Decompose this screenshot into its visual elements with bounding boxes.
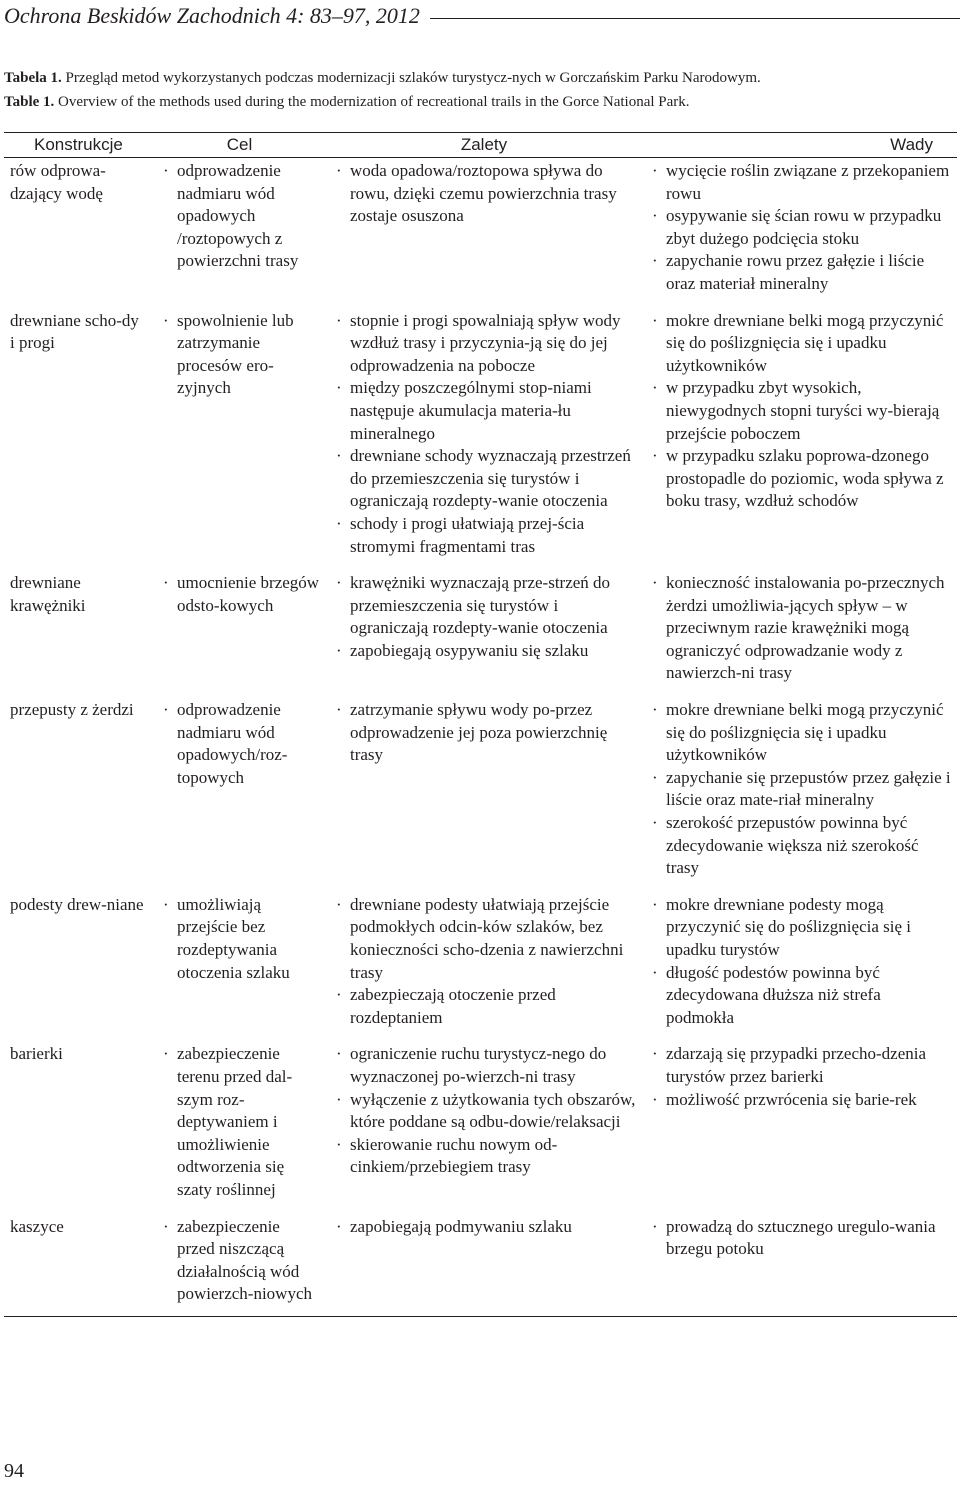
purpose-list	[159, 1043, 320, 1201]
purpose-item: · odprowadzenie nadmiaru wód opadowych /roztopowych z powierzchni trasy	[159, 160, 320, 273]
disadvantage-list	[648, 572, 951, 685]
table-captions	[4, 66, 954, 114]
disadvantage-list	[648, 160, 951, 296]
advantage-item: · woda opadowa/roztopowa spływa do rowu, dzięki czemu powierzchnia trasy zostaje osuszona	[332, 160, 636, 228]
running-head	[4, 0, 960, 30]
table-row	[4, 1041, 957, 1213]
table-row	[4, 892, 957, 1042]
advantage-item: · zapobiegają osypywaniu się szlaku	[332, 640, 636, 663]
disadvantage-item: · zdarzają się przypadki przecho-dzenia turystów przez barierki	[648, 1043, 951, 1088]
disadvantage-item: · konieczność instalowania po-przecznych żerdzi umożliwia-jących spływ – w przeciwnym razie krawężniki mogą ograniczyć odprowadzanie wody z nawierzch-ni trasy	[648, 572, 951, 685]
purpose-list	[159, 310, 320, 400]
advantages-cell	[326, 697, 642, 892]
disadvantage-item: · mokre drewniane belki mogą przyczynić się do poślizgnięcia się i upadku użytkowników	[648, 310, 951, 378]
purpose-cell	[153, 308, 326, 571]
construction-cell: przepusty z żerdzi	[10, 700, 134, 720]
purpose-list	[159, 160, 320, 273]
disadvantage-list	[648, 310, 951, 513]
construction-cell: barierki	[10, 1044, 63, 1064]
advantage-item: · schody i progi ułatwiają przej-ścia stromymi fragmentami tras	[332, 513, 636, 558]
advantage-item: · zapobiegają podmywaniu szlaku	[332, 1216, 636, 1239]
purpose-cell	[153, 1214, 326, 1317]
disadvantages-cell	[642, 158, 957, 308]
purpose-list	[159, 699, 320, 789]
disadvantage-item: · osypywanie się ścian rowu w przypadku zbyt dużego podcięcia stoku	[648, 205, 951, 250]
disadvantage-item: · wycięcie roślin związane z przekopaniem rowu	[648, 160, 951, 205]
journal-citation: Ochrona Beskidów Zachodnich 4: 83–97, 2012	[4, 3, 420, 28]
construction-cell: rów odprowa-dzający wodę	[10, 161, 106, 203]
advantage-item: · zatrzymanie spływu wody po-przez odprowadzenie jej poza powierzchnię trasy	[332, 699, 636, 767]
disadvantages-cell	[642, 1214, 957, 1317]
advantages-cell	[326, 158, 642, 308]
construction-cell: drewniane krawężniki	[10, 573, 86, 615]
disadvantage-item: · mokre drewniane belki mogą przyczynić się do poślizgnięcia się i upadku użytkowników	[648, 699, 951, 767]
purpose-list	[159, 1216, 320, 1306]
caption-polish-label: Tabela 1.	[4, 70, 62, 86]
advantage-list	[332, 699, 636, 767]
purpose-item: · spowolnienie lub zatrzymanie procesów ero-zyjnych	[159, 310, 320, 400]
table-row	[4, 1214, 957, 1317]
caption-polish-text: Przegląd metod wykorzystanych podczas modernizacji szlaków turystycz-nych w Gorczańskim Parku Narodowym.	[61, 70, 761, 86]
table-row	[4, 570, 957, 697]
advantage-list	[332, 572, 636, 662]
advantages-cell	[326, 1041, 642, 1213]
disadvantage-item: · mokre drewniane podesty mogą przyczynić się do poślizgnięcia się i upadku turystów	[648, 894, 951, 962]
disadvantage-list	[648, 1043, 951, 1111]
caption-english	[4, 90, 954, 114]
disadvantage-item: · w przypadku zbyt wysokich, niewygodnych stopni turyści wy-bierają przejście poboczem	[648, 377, 951, 445]
table-row	[4, 308, 957, 571]
page-number: 94	[4, 1460, 24, 1482]
advantage-item: · między poszczególnymi stop-niami następuje akumulacja materia-łu mineralnego	[332, 377, 636, 445]
construction-cell: kaszyce	[4, 1214, 153, 1317]
advantages-cell	[326, 570, 642, 697]
table-row	[4, 697, 957, 892]
advantage-item: · ograniczenie ruchu turystycz-nego do wyznaczonej po-wierzch-ni trasy	[332, 1043, 636, 1088]
advantage-list	[332, 894, 636, 1030]
purpose-item: · zabezpieczenie terenu przed dal-szym roz-deptywaniem i umożliwienie odtworzenia się szaty roślinnej	[159, 1043, 320, 1201]
header-konstrukcje: Konstrukcje	[4, 133, 153, 158]
advantage-item: · drewniane podesty ułatwiają przejście podmokłych odcin-ków szlaków, bez konieczności scho-dzenia z nawierzchni trasy	[332, 894, 636, 984]
advantages-cell	[326, 892, 642, 1042]
header-wady: Wady	[642, 133, 957, 158]
advantage-item: · stopnie i progi spowalniają spływ wody wzdłuż trasy i przyczynia-ją się do jej odprowadzenia na pobocze	[332, 310, 636, 378]
advantage-list	[332, 160, 636, 228]
methods-table	[4, 132, 957, 1317]
caption-polish	[4, 66, 954, 90]
disadvantage-list	[648, 699, 951, 880]
advantage-list	[332, 1216, 636, 1239]
disadvantage-item: · możliwość przwrócenia się barie-rek	[648, 1089, 951, 1112]
purpose-cell	[153, 892, 326, 1042]
caption-english-text: Overview of the methods used during the modernization of recreational trails in the Gorce National Park.	[54, 94, 690, 110]
table-header-row	[4, 133, 957, 158]
disadvantage-list	[648, 1216, 951, 1261]
table-row	[4, 158, 957, 308]
advantage-list	[332, 1043, 636, 1179]
disadvantage-item: · długość podestów powinna być zdecydowana dłuższa niż strefa podmokła	[648, 962, 951, 1030]
disadvantage-item: · zapychanie rowu przez gałęzie i liście oraz materiał mineralny	[648, 250, 951, 295]
disadvantage-item: · zapychanie się przepustów przez gałęzie i liście oraz mate-riał mineralny	[648, 767, 951, 812]
construction-cell: podesty drew-niane	[10, 894, 144, 914]
table-body	[4, 158, 957, 1317]
disadvantages-cell	[642, 1041, 957, 1213]
advantage-item: · drewniane schody wyznaczają przestrzeń do przemieszczenia się turystów i ograniczają rozdepty-wanie otoczenia	[332, 445, 636, 513]
advantages-cell	[326, 1214, 642, 1317]
purpose-item: · umożliwiają przejście bez rozdeptywania otoczenia szlaku	[159, 894, 320, 984]
disadvantages-cell	[642, 570, 957, 697]
advantages-cell	[326, 308, 642, 571]
advantage-list	[332, 310, 636, 559]
disadvantage-item: · szerokość przepustów powinna być zdecydowanie większa niż szerokość trasy	[648, 812, 951, 880]
header-cel: Cel	[153, 133, 326, 158]
purpose-list	[159, 894, 320, 984]
purpose-item: · umocnienie brzegów odsto-kowych	[159, 572, 320, 617]
disadvantages-cell	[642, 308, 957, 571]
construction-cell: drewniane scho-dy i progi	[10, 310, 139, 353]
advantage-item: · zabezpieczają otoczenie przed rozdeptaniem	[332, 984, 636, 1029]
purpose-item: · zabezpieczenie przed niszczącą działalnością wód powierzch-niowych	[159, 1216, 320, 1306]
caption-english-label: Table 1.	[4, 94, 55, 110]
disadvantage-item: · w przypadku szlaku poprowa-dzonego prostopadle do poziomic, woda spływa z boku trasy, wzdłuż schodów	[648, 445, 951, 513]
disadvantage-list	[648, 894, 951, 1030]
purpose-list	[159, 572, 320, 617]
purpose-item: · odprowadzenie nadmiaru wód opadowych/roz-topowych	[159, 699, 320, 789]
purpose-cell	[153, 697, 326, 892]
disadvantage-item: · prowadzą do sztucznego uregulo-wania brzegu potoku	[648, 1216, 951, 1261]
header-rule	[430, 18, 960, 19]
disadvantages-cell	[642, 892, 957, 1042]
advantage-item: · krawężniki wyznaczają prze-strzeń do przemieszczenia się turystów i ograniczają rozdepty-wanie otoczenia	[332, 572, 636, 640]
purpose-cell	[153, 570, 326, 697]
purpose-cell	[153, 1041, 326, 1213]
advantage-item: · skierowanie ruchu nowym od-cinkiem/przebiegiem trasy	[332, 1134, 636, 1179]
purpose-cell	[153, 158, 326, 308]
advantage-item: · wyłączenie z użytkowania tych obszarów, które poddane są odbu-dowie/relaksacji	[332, 1089, 636, 1134]
header-zalety: Zalety	[326, 133, 642, 158]
disadvantages-cell	[642, 697, 957, 892]
